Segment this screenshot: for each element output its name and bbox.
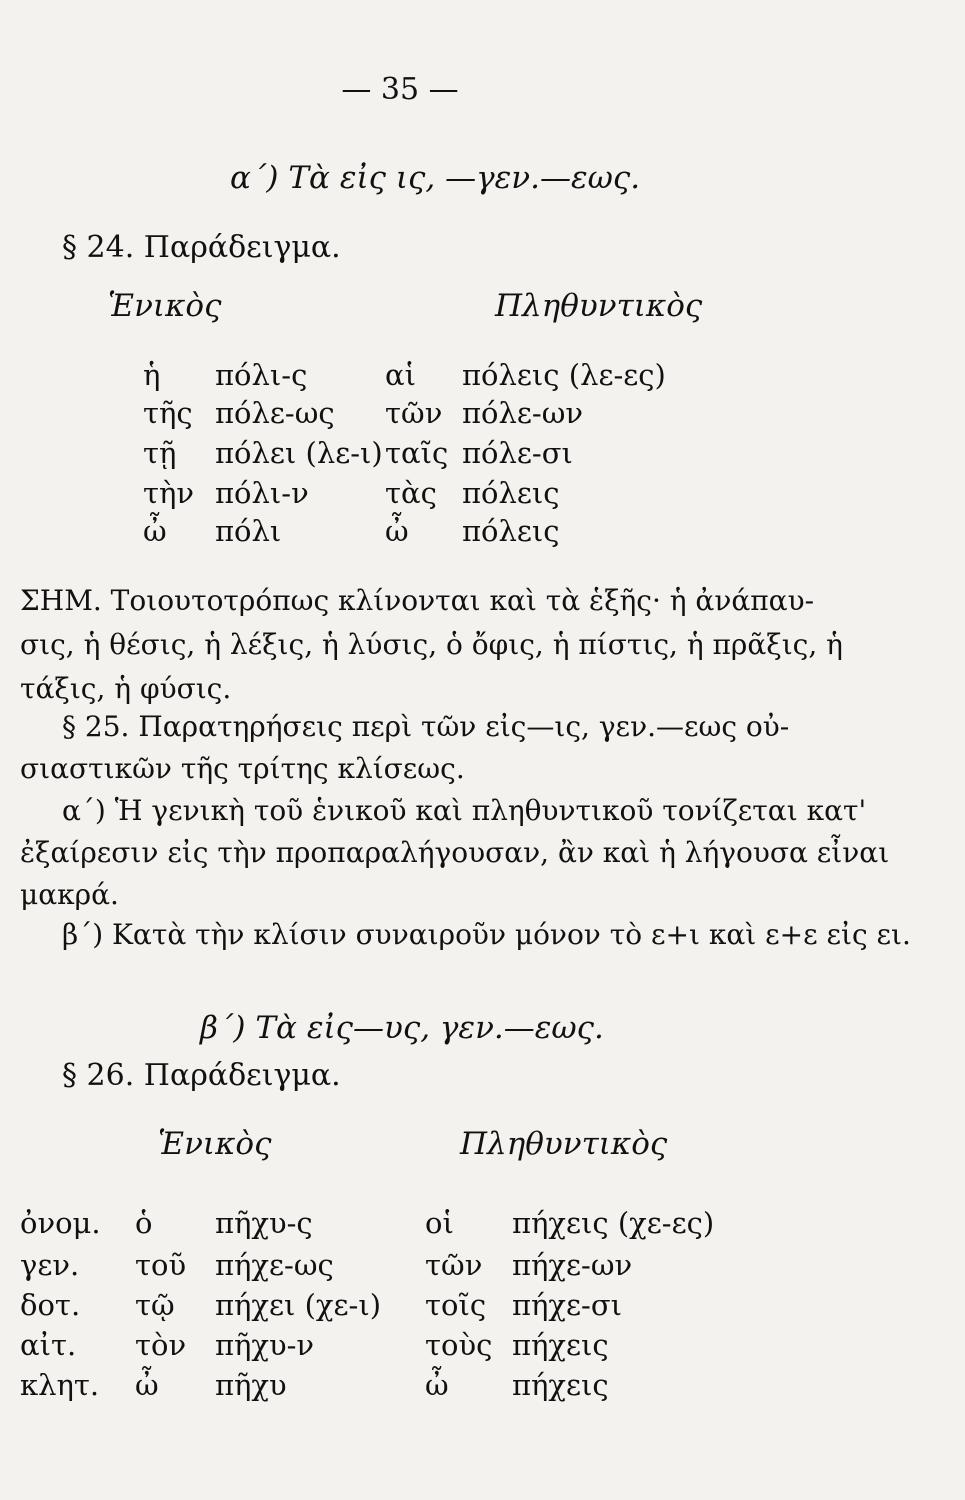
table-cell: πόλε-ως [215, 396, 335, 430]
table-cell: τὸν [135, 1328, 187, 1362]
table-cell: πήχεις [512, 1368, 609, 1402]
section-25-line: § 25. Παρατηρήσεις περὶ τῶν εἰς—ις, γεν.—εως οὐ- [62, 710, 790, 743]
table-cell: τῆς [143, 396, 193, 430]
remark-a-line: ἐξαίρεσιν εἰς τὴν προπαραλήγουσαν, ἂν καὶ ἡ λήγουσα εἶναι [20, 836, 890, 869]
table-cell: ταῖς [385, 436, 449, 470]
table-cell: κλητ. [20, 1368, 100, 1402]
note-line: ΣΗΜ. Τοιουτοτρόπως κλίνονται καὶ τὰ ἑξῆς· ἡ ἀνάπαυ- [20, 584, 815, 617]
table-cell: πῆχυ-ς [215, 1206, 313, 1240]
remark-a-line: α΄) Ἡ γενικὴ τοῦ ἑνικοῦ καὶ πληθυντικοῦ τονίζεται κατ' [62, 794, 867, 827]
table-cell: πήχει (χε-ι) [215, 1288, 382, 1322]
table-cell: ἡ [143, 358, 161, 392]
note-line: σις, ἡ θέσις, ἡ λέξις, ἡ λύσις, ὁ ὄφις, ἡ πίστις, ἡ πρᾶξις, ἡ [20, 628, 843, 661]
section-b-paragraph-label: § 26. Παράδειγμα. [62, 1058, 341, 1093]
table-cell: πῆχυ [215, 1368, 287, 1402]
table-cell: τῶν [385, 396, 443, 430]
table-cell: αἰτ. [20, 1328, 77, 1362]
table-cell: πῆχυ-ν [215, 1328, 315, 1362]
table-cell: ὀνομ. [20, 1206, 101, 1240]
table-cell: τὴν [143, 476, 195, 510]
table-cell: ὁ [135, 1206, 153, 1240]
remark-a-line: μακρά. [20, 878, 119, 911]
table-cell: πόλεις [462, 476, 560, 510]
table-cell: πόλεις (λε-ες) [462, 358, 666, 392]
section-b-plural-header: Πληθυντικὸς [460, 1126, 668, 1162]
table-cell: πόλι-ς [215, 358, 308, 392]
table-cell: τῇ [143, 436, 177, 470]
table-cell: ὦ [385, 514, 409, 548]
table-cell: πήχε-ων [512, 1248, 633, 1282]
section-a-paragraph-label: § 24. Παράδειγμα. [62, 230, 341, 265]
table-cell: πήχεις [512, 1328, 609, 1362]
table-cell: τῷ [135, 1288, 175, 1322]
table-cell: πήχε-ως [215, 1248, 334, 1282]
section-b-heading: β΄) Τὰ εἰς—υς, γεν.—εως. [200, 1010, 604, 1046]
table-cell: οἱ [425, 1206, 454, 1240]
table-cell: πόλι-ν [215, 476, 309, 510]
table-cell: ὦ [425, 1368, 449, 1402]
table-cell: πόλι [215, 514, 282, 548]
table-cell: τῶν [425, 1248, 483, 1282]
table-cell: πόλε-σι [462, 436, 573, 470]
section-25-line: σιαστικῶν τῆς τρίτης κλίσεως. [20, 752, 465, 785]
table-cell: πήχεις (χε-ες) [512, 1206, 715, 1240]
table-cell: πόλε-ων [462, 396, 583, 430]
remark-b-line: β΄) Κατὰ τὴν κλίσιν συναιροῦν μόνον τὸ ε+ι καὶ ε+ε εἰς ει. [62, 918, 911, 951]
page-number: — 35 — [341, 72, 459, 107]
table-cell: πόλει (λε-ι) [215, 436, 383, 470]
note-line: τάξις, ἡ φύσις. [20, 672, 232, 705]
section-a-singular-header: Ἑνικὸς [108, 288, 222, 324]
table-cell: τὰς [385, 476, 437, 510]
table-cell: αἱ [385, 358, 416, 392]
table-cell: τοὺς [425, 1328, 493, 1362]
section-a-plural-header: Πληθυντικὸς [495, 288, 703, 324]
table-cell: τοῦ [135, 1248, 187, 1282]
section-b-singular-header: Ἑνικὸς [158, 1126, 272, 1162]
table-cell: δοτ. [20, 1288, 81, 1322]
table-cell: τοῖς [425, 1288, 487, 1322]
table-cell: πήχε-σι [512, 1288, 622, 1322]
section-a-heading: α΄) Τὰ εἰς ις, —γεν.—εως. [230, 160, 641, 196]
table-cell: ὦ [143, 514, 167, 548]
table-cell: γεν. [20, 1248, 80, 1282]
table-cell: πόλεις [462, 514, 560, 548]
table-cell: ὦ [135, 1368, 159, 1402]
